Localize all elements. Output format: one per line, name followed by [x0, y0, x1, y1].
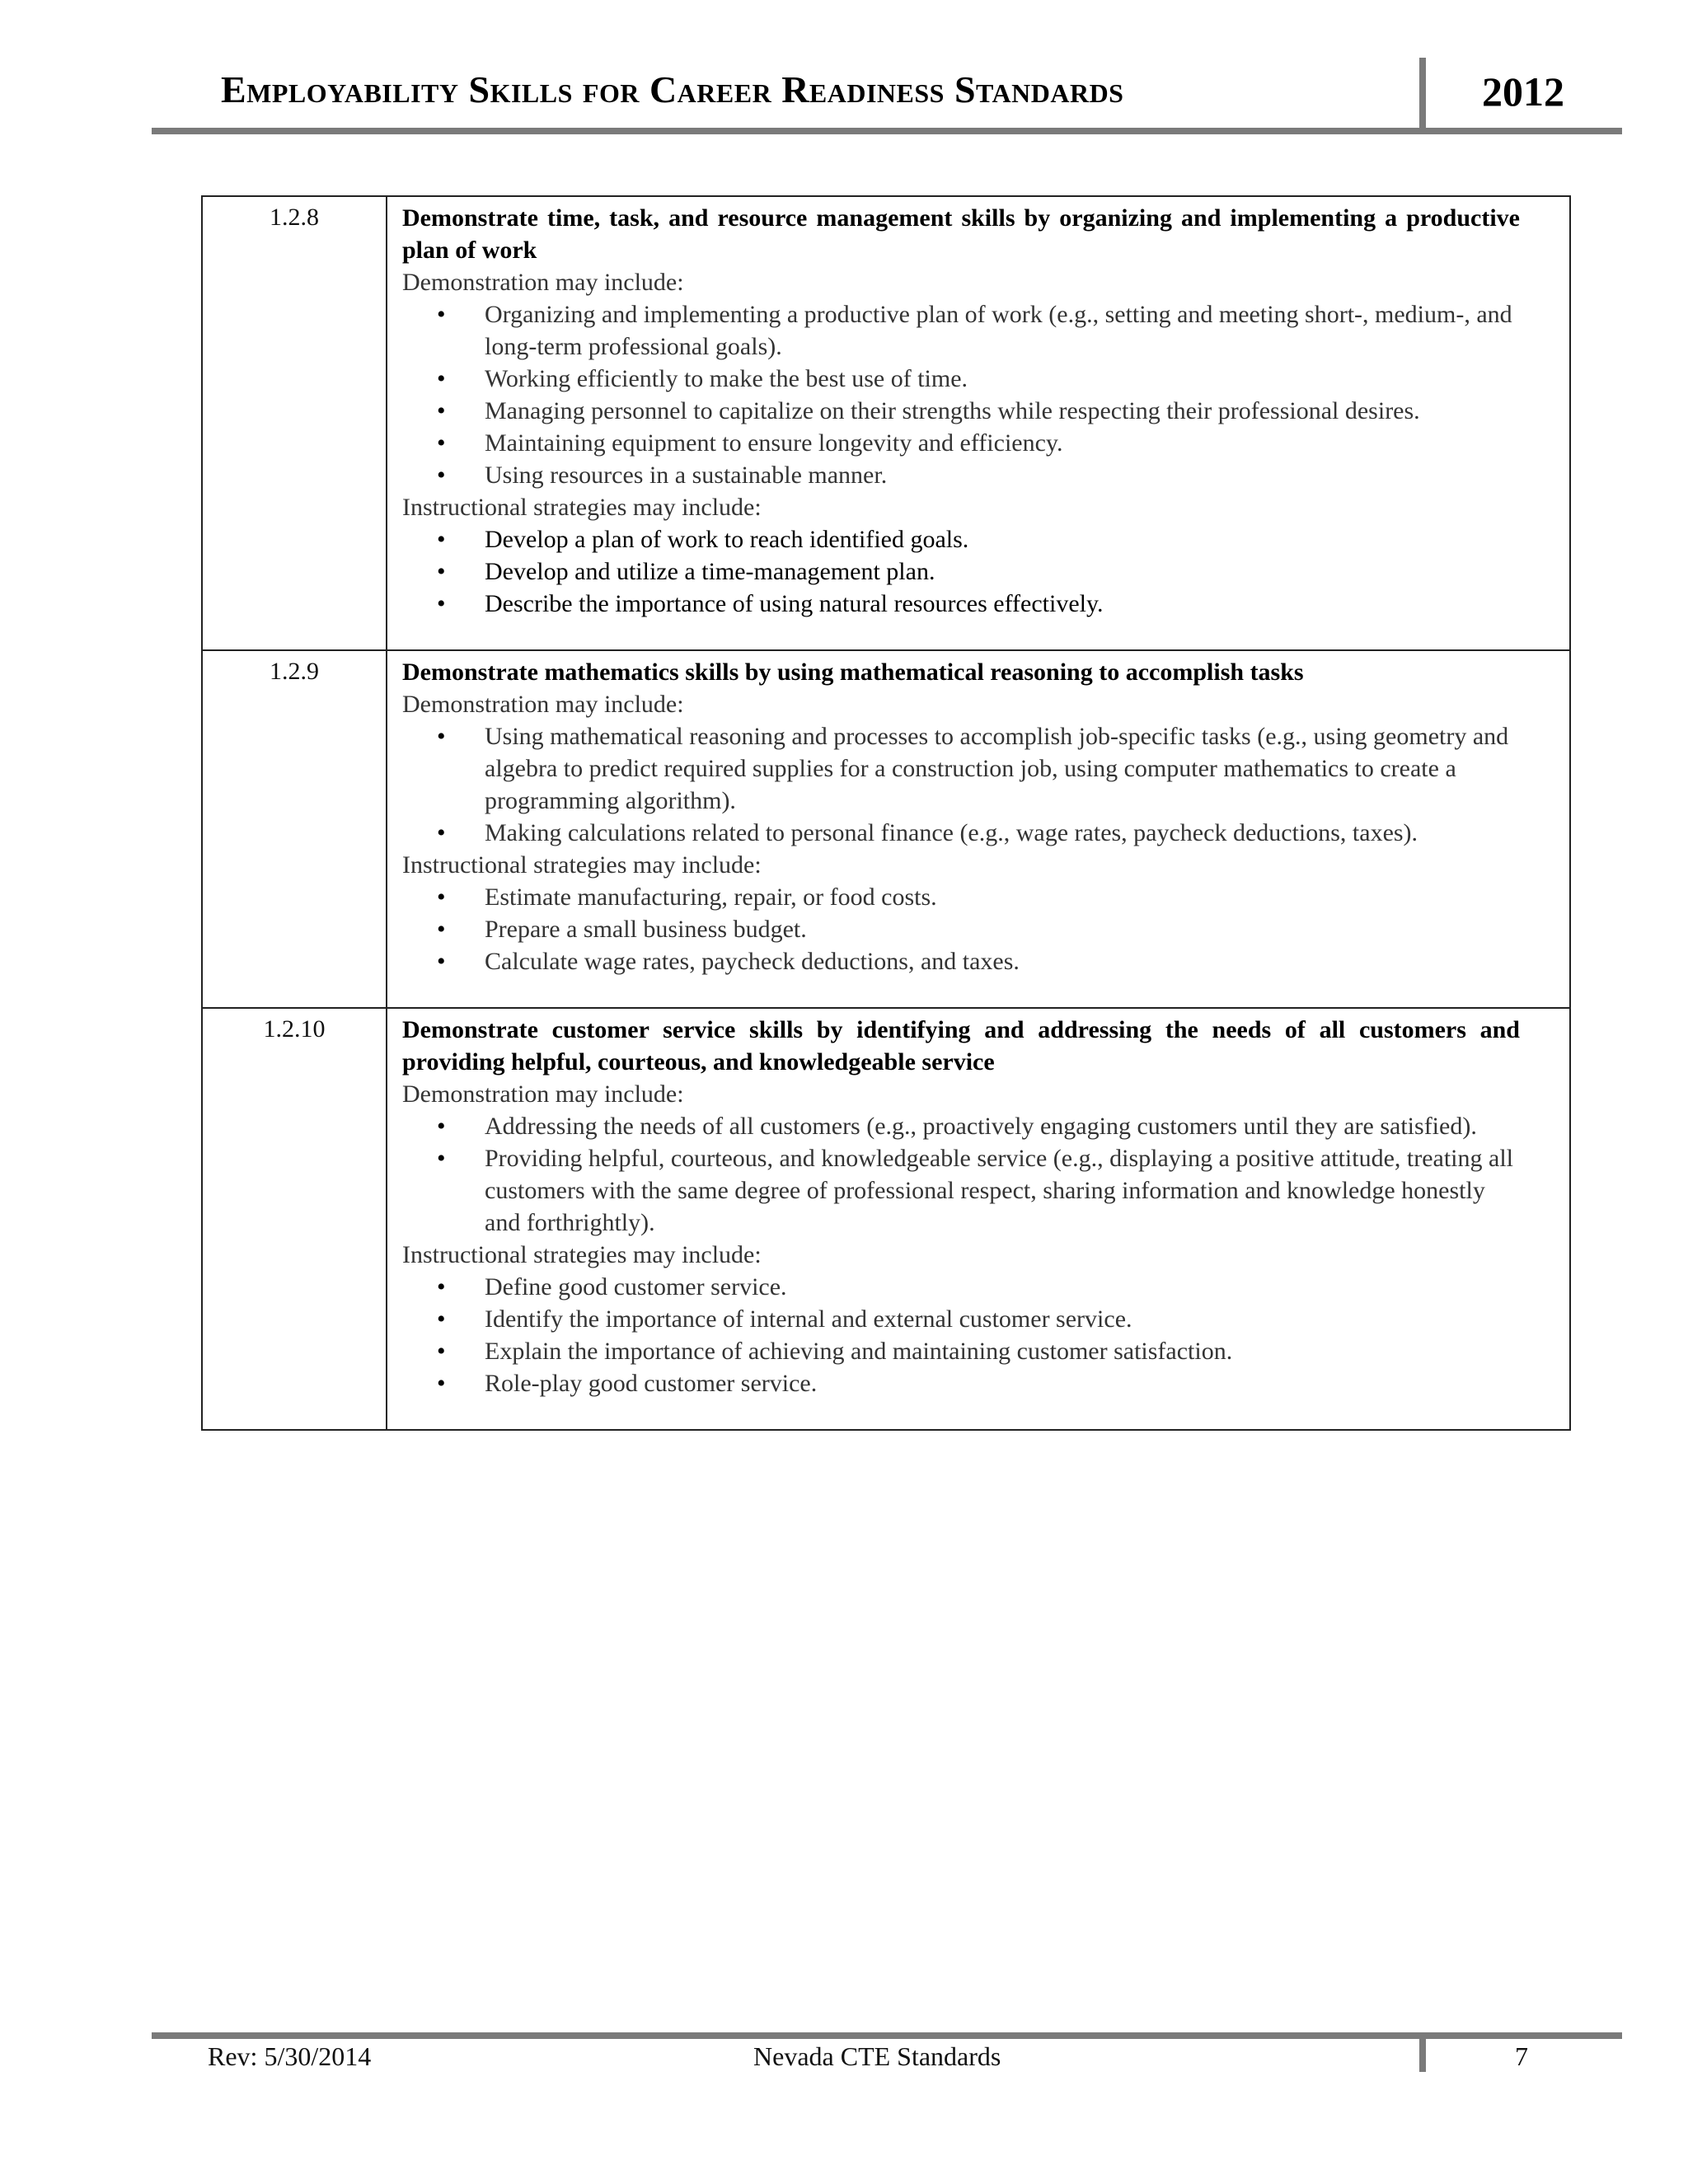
- standard-body: [387, 196, 1570, 650]
- list-item: • Prepare a small business budget.: [485, 913, 1520, 945]
- standard-row: [202, 650, 1570, 1008]
- list-item: • Managing personnel to capitalize on their strengths while respecting their professional desires.: [485, 395, 1520, 427]
- standard-body: [387, 1008, 1570, 1430]
- strategies-list: [402, 523, 1520, 620]
- demonstration-list: [402, 720, 1520, 849]
- strategies-label: Instructional strategies may include:: [402, 494, 762, 521]
- standard-number: 1.2.10: [202, 1008, 387, 1430]
- standard-body: [387, 650, 1570, 1008]
- document-title: Employability Skills for Career Readiness Standards: [221, 68, 1124, 110]
- list-item: • Making calculations related to personal finance (e.g., wage rates, paycheck deductions, taxes).: [485, 817, 1520, 849]
- list-item: • Explain the importance of achieving and maintaining customer satisfaction.: [485, 1335, 1520, 1367]
- footer-center-text: Nevada CTE Standards: [753, 2041, 1001, 2071]
- strategies-list: [402, 881, 1520, 977]
- header-rule: [152, 128, 1622, 134]
- strategies-label: Instructional strategies may include:: [402, 851, 762, 879]
- demonstration-label: Demonstration may include:: [402, 1080, 684, 1108]
- page-number: 7: [1515, 2041, 1528, 2071]
- list-item: • Describe the importance of using natural resources effectively.: [485, 588, 1520, 620]
- list-item: • Develop a plan of work to reach identified goals.: [485, 523, 1520, 555]
- revision-date: Rev: 5/30/2014: [208, 2041, 372, 2071]
- standards-table: [201, 195, 1571, 1431]
- demonstration-label: Demonstration may include:: [402, 691, 684, 718]
- list-item: • Define good customer service.: [485, 1271, 1520, 1303]
- list-item: • Organizing and implementing a productive plan of work (e.g., setting and meeting short-, medium-, and long-term professional goals).: [485, 298, 1520, 363]
- standard-title: Demonstrate mathematics skills by using mathematical reasoning to accomplish tasks: [402, 658, 1304, 686]
- standard-row: [202, 1008, 1570, 1430]
- demonstration-list: [402, 1110, 1520, 1239]
- list-item: • Addressing the needs of all customers (e.g., proactively engaging customers until they are satisfied).: [485, 1110, 1520, 1142]
- standard-row: [202, 196, 1570, 650]
- list-item: • Using resources in a sustainable manner.: [485, 459, 1520, 491]
- list-item: • Estimate manufacturing, repair, or food costs.: [485, 881, 1520, 913]
- list-item: • Develop and utilize a time-management plan.: [485, 555, 1520, 588]
- document-year: 2012: [1482, 68, 1564, 115]
- standard-number: 1.2.8: [202, 196, 387, 650]
- standard-title: Demonstrate customer service skills by identifying and addressing the needs of all customers and providing helpful, courteous, and knowledgeable service: [402, 1016, 1520, 1076]
- strategies-list: [402, 1271, 1520, 1399]
- strategies-label: Instructional strategies may include:: [402, 1241, 762, 1268]
- header-divider-vertical: [1419, 58, 1426, 130]
- list-item: • Calculate wage rates, paycheck deductions, and taxes.: [485, 945, 1520, 977]
- list-item: • Role-play good customer service.: [485, 1367, 1520, 1399]
- list-item: • Working efficiently to make the best use of time.: [485, 363, 1520, 395]
- list-item: • Maintaining equipment to ensure longevity and efficiency.: [485, 427, 1520, 459]
- demonstration-list: [402, 298, 1520, 491]
- list-item: • Providing helpful, courteous, and knowledgeable service (e.g., displaying a positive attitude, treating all customers with the same degree of professional respect, sharing information and knowledge honestly and forthrightly).: [485, 1142, 1520, 1239]
- standard-number: 1.2.9: [202, 650, 387, 1008]
- list-item: • Using mathematical reasoning and processes to accomplish job-specific tasks (e.g., using geometry and algebra to predict required supplies for a construction job, using computer mathematics to create a programming algorithm).: [485, 720, 1520, 817]
- footer-rule: [152, 2032, 1622, 2039]
- standard-title: Demonstrate time, task, and resource management skills by organizing and implementing a productive plan of work: [402, 204, 1520, 264]
- demonstration-label: Demonstration may include:: [402, 269, 684, 296]
- footer-divider-vertical: [1419, 2036, 1426, 2072]
- list-item: • Identify the importance of internal and external customer service.: [485, 1303, 1520, 1335]
